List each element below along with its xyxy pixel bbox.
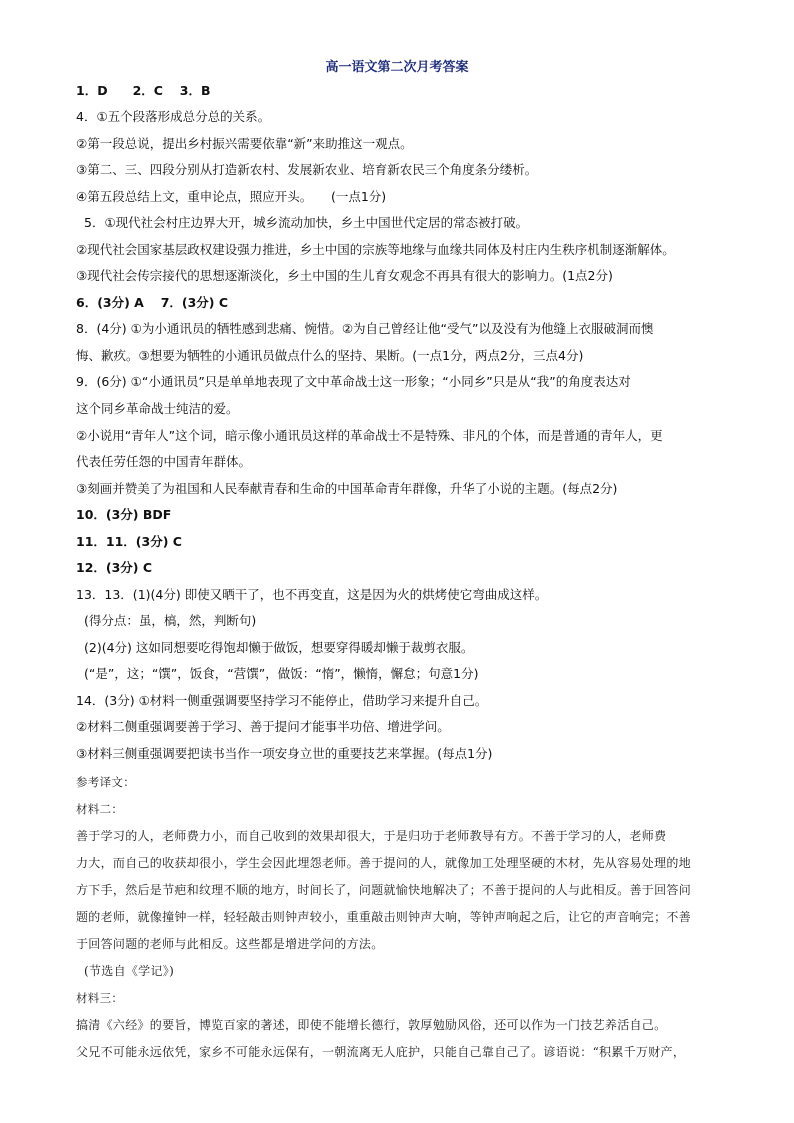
- answer-4-line: 4．①五个段落形成总分总的关系。: [76, 109, 271, 124]
- answer-14-line: ②材料二侧重强调要善于学习、善于提问才能事半功倍、增进学问。: [76, 719, 450, 734]
- answer-12: 12．(3分) C: [76, 560, 153, 575]
- material-2-line: 于回答问题的老师与此相反。这些都是增进学问的方法。: [76, 937, 384, 951]
- material-3-line: 搞清《六经》的要旨，博览百家的著述，即使不能增长德行，敦厚勉励风俗，还可以作为一门技艺养活自己。: [76, 1018, 667, 1032]
- answer-4-line: ④第五段总结上文，重申论点，照应开头。 (一点1分): [76, 189, 387, 204]
- answer-4-line: ③第二、三、四段分别从打造新农村、发展新农业、培育新农民三个角度条分缕析。: [76, 162, 538, 177]
- answer-8-line: 悔、歉疚。③想要为牺牲的小通讯员做点什么的坚持、果断。(一点1分，两点2分，三点4分): [76, 348, 584, 363]
- material-2-source: (节选自《学记》): [84, 964, 175, 978]
- answer-9-line: 这个同乡革命战士纯洁的爱。: [76, 401, 239, 416]
- answer-5-line: 5．①现代社会村庄边界大开，城乡流动加快，乡土中国世代定居的常态被打破。: [84, 215, 529, 230]
- answer-9-line: 9．(6分) ①“小通讯员”只是单单地表现了文中革命战士这一形象；“小同乡”只是从“我”的角度表达对: [76, 374, 631, 389]
- material-2-label: 材料二：: [76, 802, 124, 816]
- answer-5-line: ②现代社会国家基层政权建设强力推进，乡土中国的宗族等地缘与血缘共同体及村庄内生秩序机制逐渐解体。: [76, 242, 675, 257]
- answer-9-line: ③刻画并赞美了为祖国和人民奉献青春和生命的中国革命青年群像，升华了小说的主题。(每点2分): [76, 481, 618, 496]
- answer-13-line: 13．13．(1)(4分) 即使又晒干了，也不再变直，这是因为火的烘烤使它弯曲成这样。: [76, 587, 548, 602]
- material-3-label: 材料三：: [76, 991, 124, 1005]
- page-title: 高一语文第二次月考答案: [325, 60, 469, 75]
- answer-9-line: 代表任劳任怨的中国青年群体。: [76, 454, 252, 469]
- answer-6-7: 6．(3分) A 7．(3分) C: [76, 295, 229, 310]
- material-2-line: 方下手，然后是节疤和纹理不顺的地方，时间长了，问题就愉快地解决了；不善于提问的人与此相反。善于回答问: [76, 883, 692, 897]
- answer-11: 11．11．(3分) C: [76, 534, 182, 549]
- answer-14-line: ③材料三侧重强调要把读书当作一项安身立世的重要技艺来掌握。(每点1分): [76, 746, 493, 761]
- answer-8-line: 8．(4分) ①为小通讯员的牺牲感到悲痛、惋惜。②为自己曾经让他“受气”以及没有为他缝上衣服破洞而懊: [76, 321, 654, 336]
- answer-1-3: 1．D 2．C 3．B: [76, 83, 211, 98]
- answer-13-line: (得分点：虽，槁，然，判断句): [84, 613, 257, 628]
- answer-4-line: ②第一段总说，提出乡村振兴需要依靠“新”来助推这一观点。: [76, 136, 413, 151]
- material-2-line: 善于学习的人，老师费力小，而自己收到的效果却很大，于是归功于老师教导有方。不善于学习的人，老师费: [76, 829, 667, 843]
- material-2-line: 力大，而自己的收获却很小，学生会因此埋怨老师。善于提问的人，就像加工处理坚硬的木材，先从容易处理的地: [76, 856, 692, 870]
- answer-14-line: 14．(3分) ①材料一侧重强调要坚持学习不能停止，借助学习来提升自己。: [76, 693, 488, 708]
- material-3-line: 父兄不可能永远依凭，家乡不可能永远保有，一朝流离无人庇护，只能自己靠自己了。谚语说：“积累千万财产，: [76, 1045, 686, 1059]
- answer-5-line: ③现代社会传宗接代的思想逐渐淡化，乡土中国的生儿育女观念不再具有很大的影响力。(1点2分): [76, 268, 613, 283]
- reference-translation-heading: 参考译文：: [76, 775, 135, 789]
- answer-13-line: (“是”，这；“馔”，饭食，“营馔”，做饭：“惰”，懒惰，懈怠；句意1分): [84, 666, 479, 681]
- answer-13-line: (2)(4分) 这如同想要吃得饱却懒于做饭，想要穿得暖却懒于裁剪衣服。: [84, 640, 474, 655]
- answer-9-line: ②小说用“青年人”这个词，暗示像小通讯员这样的革命战士不是特殊、非凡的个体，而是普通的青年人，更: [76, 428, 663, 443]
- material-2-line: 题的老师，就像撞钟一样，轻轻敲击则钟声较小，重重敲击则钟声大响，等钟声响起之后，让它的声音响完；不善: [76, 910, 692, 924]
- answer-10: 10．(3分) BDF: [76, 507, 172, 522]
